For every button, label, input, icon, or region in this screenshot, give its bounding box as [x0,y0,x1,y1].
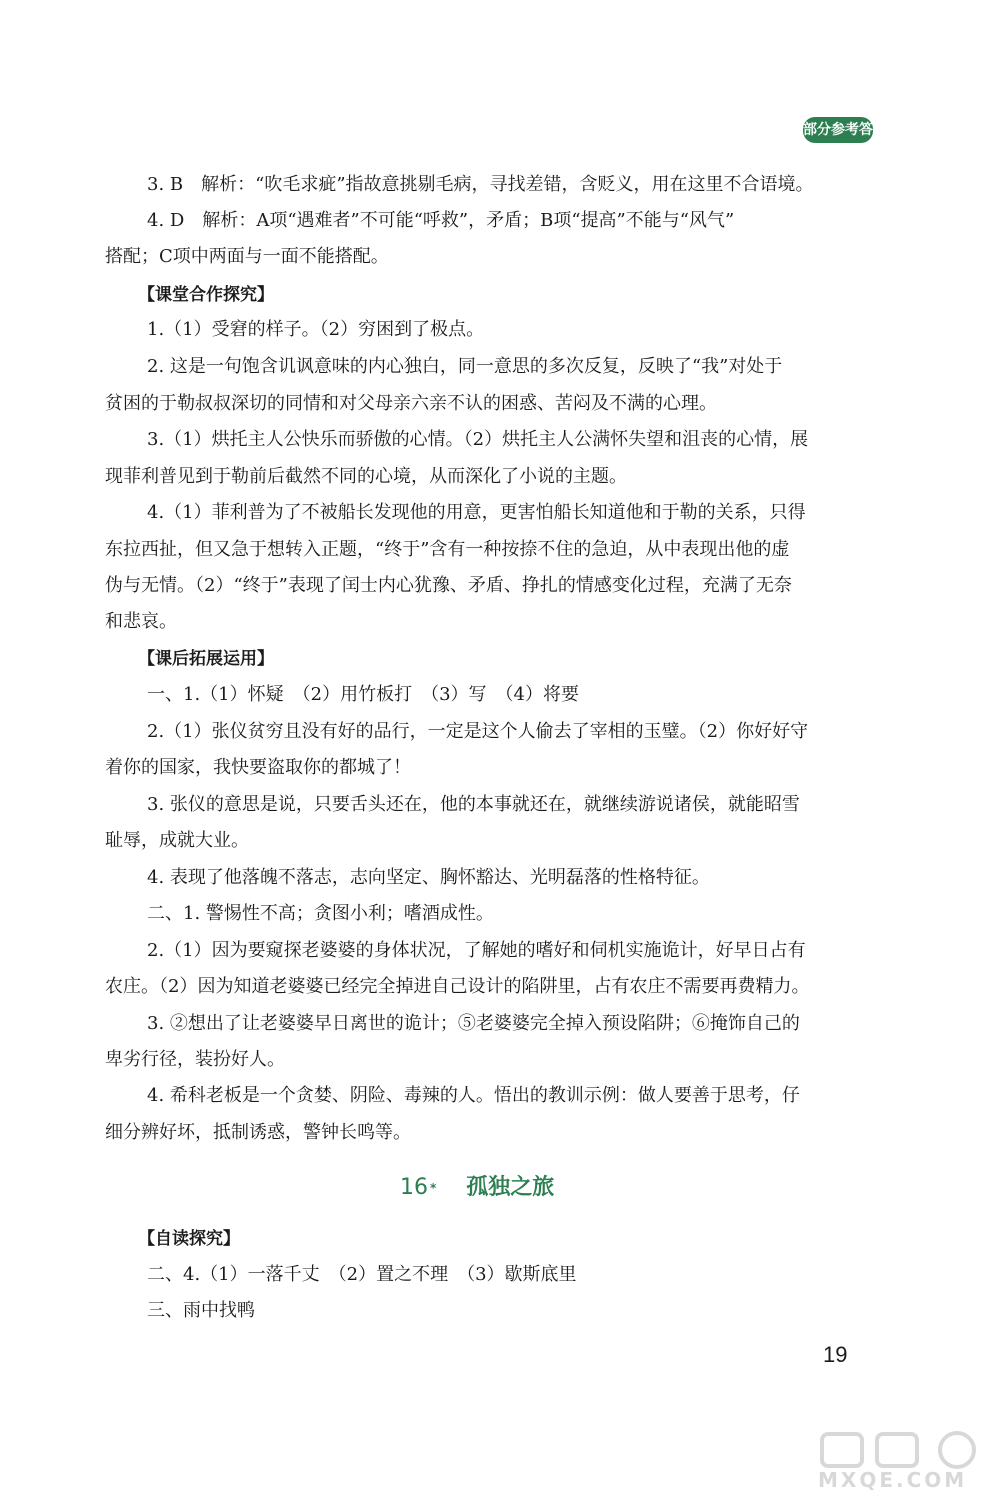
answer-line: 4. 表现了他落魄不落志，志向坚定、胸怀豁达、光明磊落的性格特征。 [147,867,710,888]
watermark-glyphs-icon [812,1430,990,1470]
lesson-name: 孤独之旅 [466,1175,555,1200]
lesson-number: 16 [400,1175,428,1200]
answer-line: 2.（1）因为要窥探老婆婆的身体状况，了解她的嗜好和伺机实施诡计，好早日占有 [147,940,806,961]
answer-line: 耻辱，成就大业。 [105,830,249,851]
answer-line: 三、雨中找鸭 [147,1300,255,1321]
answer-line: 现菲利普见到于勒前后截然不同的心境，从而深化了小说的主题。 [105,466,627,487]
answer-line: 3. ②想出了让老婆婆早日离世的诡计；⑤老婆婆完全掉入预设陷阱；⑥掩饰自己的 [147,1013,800,1034]
answer-line: 4. 希科老板是一个贪婪、阴险、毒辣的人。悟出的教训示例：做人要善于思考，仔 [147,1085,800,1106]
answer-line: 一、1.（1）怀疑 （2）用竹板打 （3）写 （4）将要 [147,684,579,705]
answer-line: 3. 张仪的意思是说，只要舌头还在，他的本事就还在，就继续游说诸侯，就能昭雪 [147,794,800,815]
answer-line: 着你的国家，我快要盗取你的都城了！ [105,757,411,778]
answer-line: 卑劣行径，装扮好人。 [105,1049,285,1070]
answer-line: 4. D 解析：A项“遇难者”不可能“呼救”，矛盾；B项“提高”不能与“风气” [147,210,735,231]
answer-line: 贫困的于勒叔叔深切的同情和对父母亲六亲不认的困惑、苦闷及不满的心理。 [105,393,717,414]
answer-line: 1.（1）受窘的样子。（2）穷困到了极点。 [147,319,485,340]
section-heading-after-class: 【课后拓展运用】 [138,649,274,669]
answer-line: 3. B 解析：“吹毛求疵”指故意挑剔毛病，寻找差错，含贬义，用在这里不合语境。 [147,174,814,195]
answer-line: 东拉西扯，但又急于想转入正题，“终于”含有一种按捺不住的急迫，从中表现出他的虚 [105,539,790,560]
answer-line: 4.（1）菲利普为了不被船长发现他的用意，更害怕船长知道他和于勒的关系，只得 [147,502,806,523]
answer-line: 2. 这是一句饱含讥讽意味的内心独白，同一意思的多次反复，反映了“我”对处于 [147,356,783,377]
lesson-star-mark: * [430,1181,437,1195]
section-heading-class-cooperation: 【课堂合作探究】 [138,285,274,305]
answer-section-badge: 部分参考答案 [803,117,873,143]
answer-line: 和悲哀。 [105,611,177,632]
answer-line: 二、1. 警惕性不高；贪图小利；嗜酒成性。 [147,903,494,924]
lesson-title [400,1173,554,1203]
watermark-text: MXQE.COM [818,1468,968,1492]
answer-line: 细分辨好坏，抵制诱惑，警钟长鸣等。 [105,1122,411,1143]
answer-line: 伪与无情。（2）“终于”表现了闰士内心犹豫、矛盾、挣扎的情感变化过程，充满了无奈 [105,575,792,596]
answer-line: 3.（1）烘托主人公快乐而骄傲的心情。（2）烘托主人公满怀失望和沮丧的心情，展 [147,429,809,450]
watermark-logo [812,1430,990,1494]
answer-line: 搭配；C项中两面与一面不能搭配。 [105,246,389,267]
page-number: 19 [823,1342,848,1367]
answer-line: 二、4.（1）一落千丈 （2）置之不理 （3）歇斯底里 [147,1264,577,1285]
answer-line: 农庄。（2）因为知道老婆婆已经完全掉进自己设计的陷阱里，占有农庄不需要再费精力。 [105,976,810,997]
answer-line: 2.（1）张仪贫穷且没有好的品行，一定是这个人偷去了宰相的玉璧。（2）你好好守 [147,721,809,742]
section-heading-self-study: 【自读探究】 [138,1229,240,1249]
